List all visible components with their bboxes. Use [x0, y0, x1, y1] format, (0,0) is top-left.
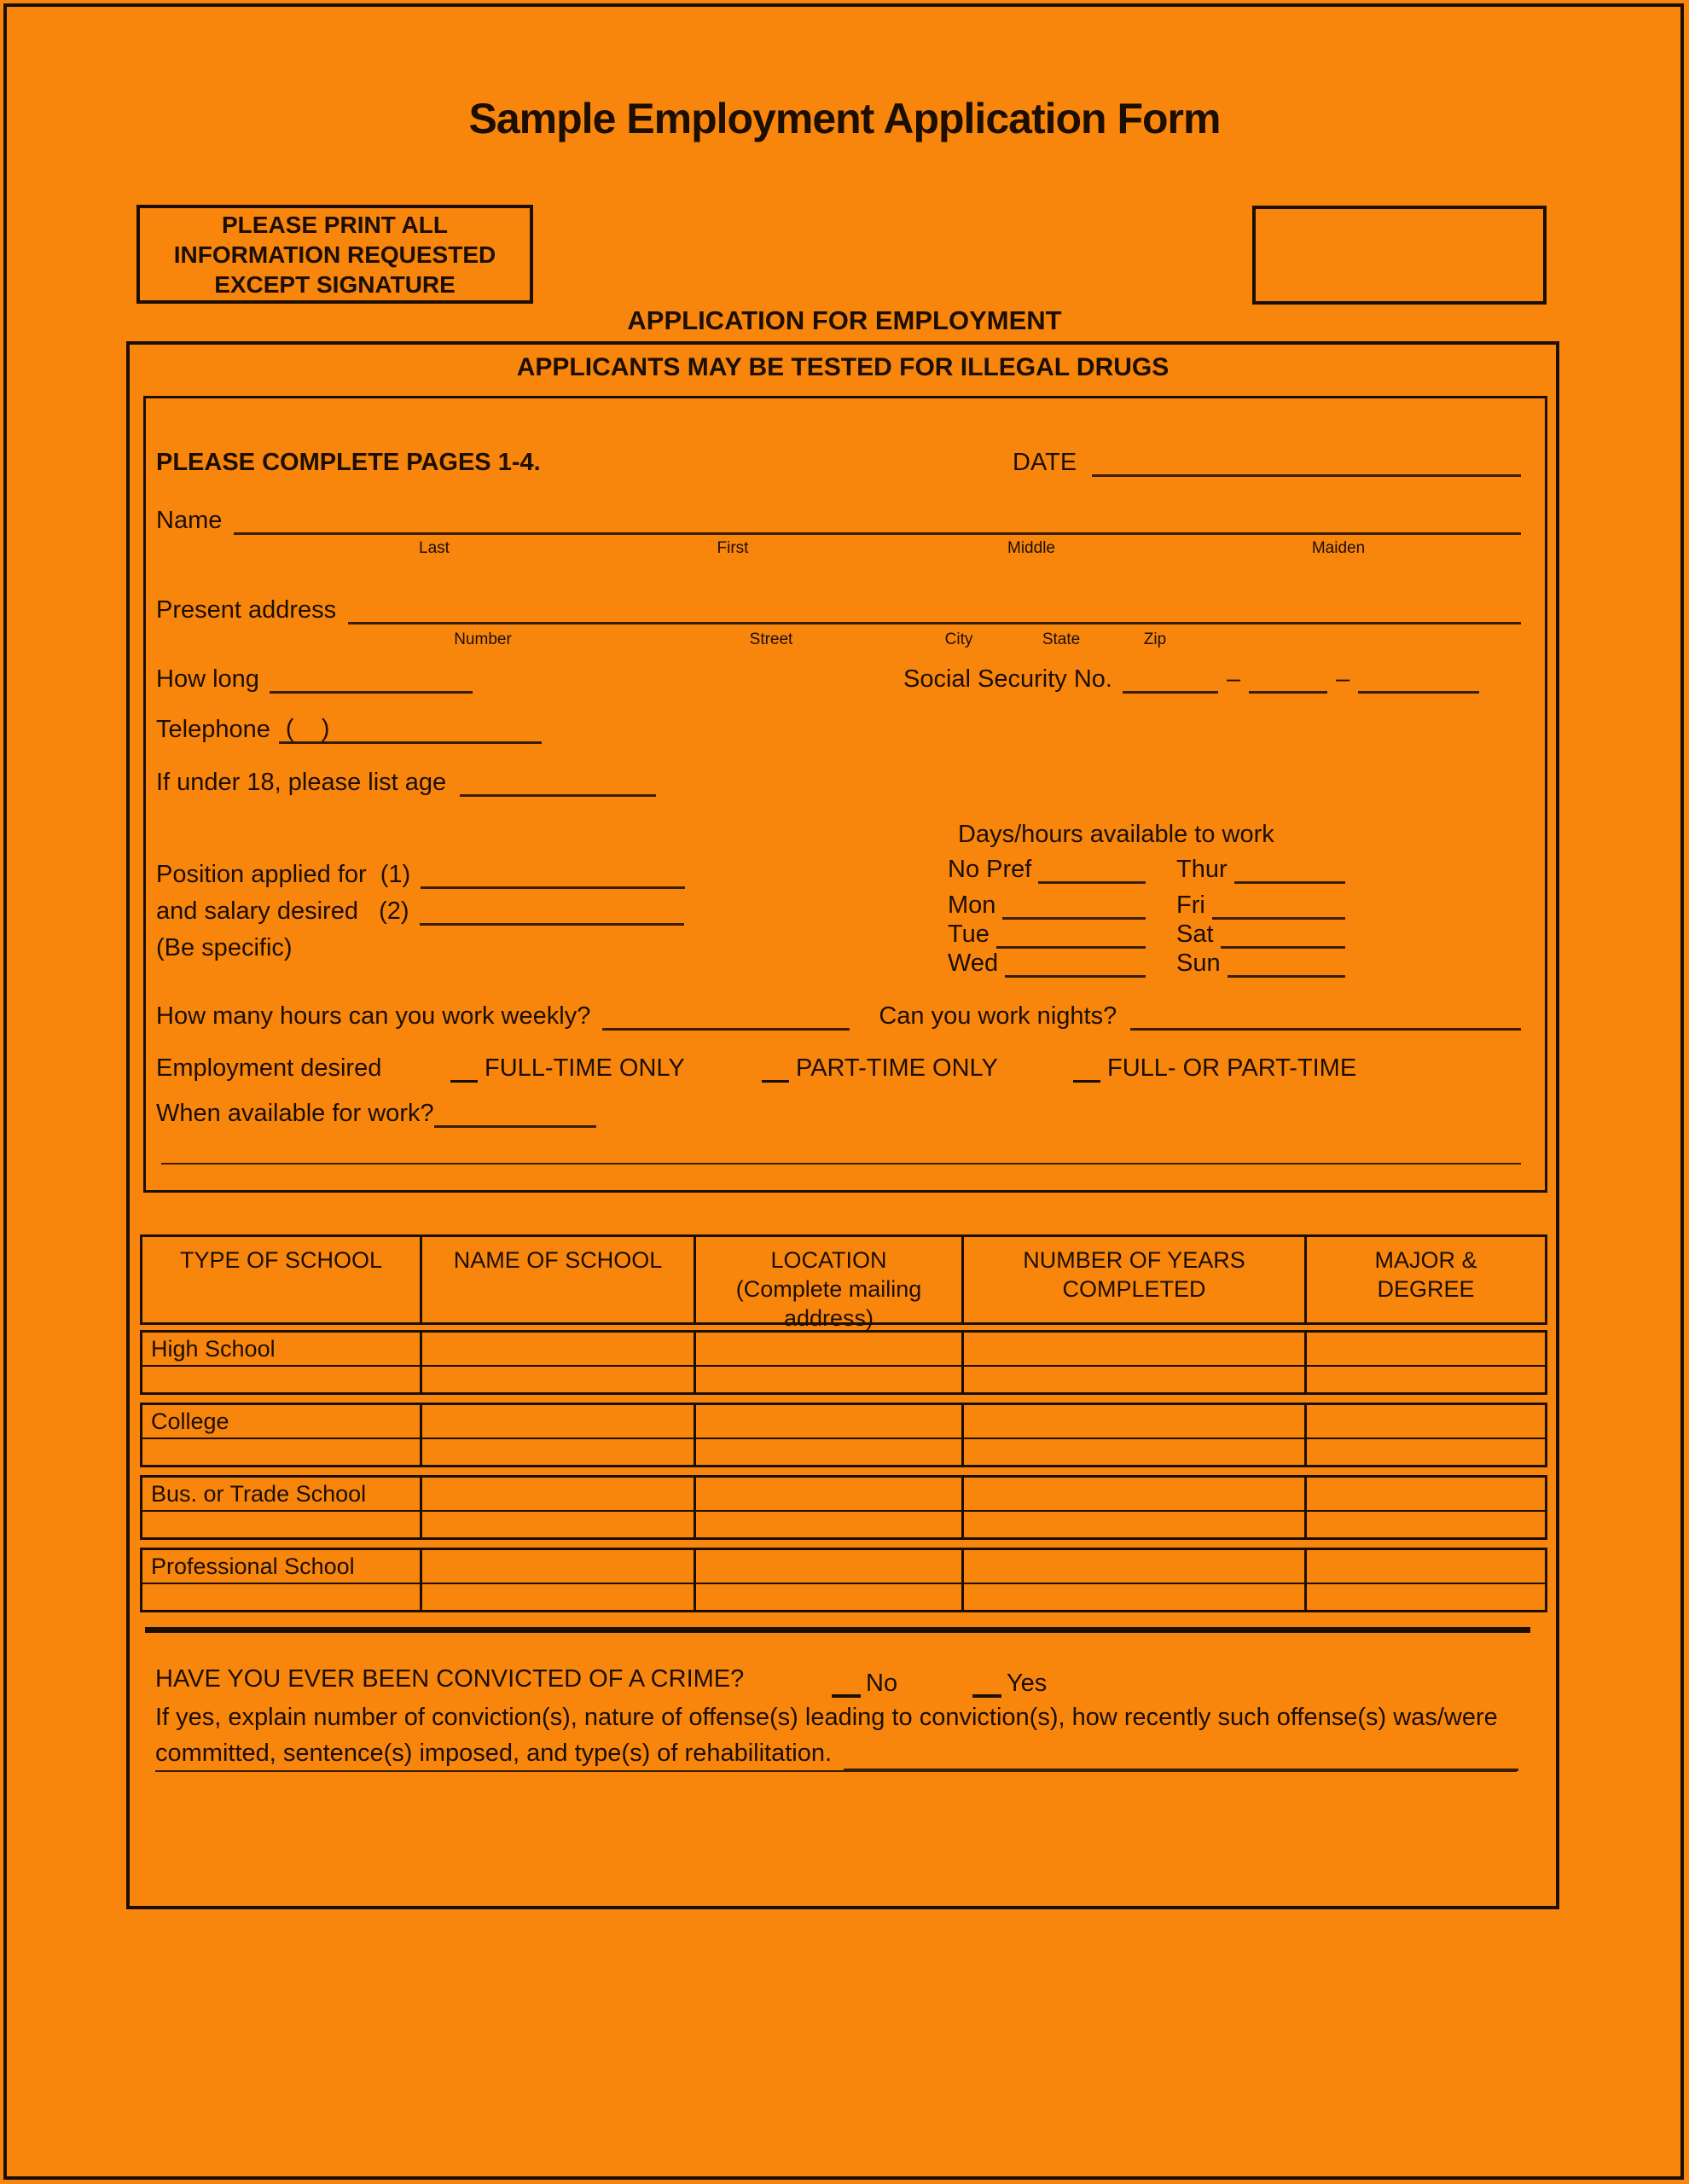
edu-cell-name[interactable]	[420, 1478, 694, 1510]
edu-cell-blank[interactable]	[1304, 1512, 1545, 1537]
day-row-1	[948, 855, 1345, 884]
name-label: Name	[156, 507, 223, 534]
edu-cell-major[interactable]	[1304, 1550, 1545, 1583]
edu-cell-blank[interactable]	[142, 1367, 420, 1392]
conviction-explain-line1: If yes, explain number of conviction(s), nature of offense(s) leading to conviction(s), how recently such offense(s) was/were	[155, 1704, 1498, 1731]
edu-cell-years[interactable]	[961, 1333, 1304, 1365]
employment-option-fulltime[interactable]	[450, 1054, 685, 1083]
parttime-label: PART-TIME ONLY	[796, 1054, 998, 1082]
name-sublabel-last: Last	[419, 539, 450, 557]
edu-cell-location[interactable]	[694, 1550, 961, 1583]
hours-weekly-input-line[interactable]	[602, 1005, 850, 1031]
day-wed-label: Wed	[948, 950, 999, 977]
day-wed-input-line[interactable]	[1005, 953, 1146, 978]
work-nights-input-line[interactable]	[1130, 1005, 1521, 1031]
employment-desired-row	[156, 1048, 1521, 1083]
howlong-ssn-row	[156, 661, 1521, 694]
header-name-of-school: NAME OF SCHOOL	[420, 1237, 694, 1322]
education-row-trade-school	[140, 1475, 1547, 1540]
day-sun-label: Sun	[1176, 950, 1221, 977]
extra-notes-line[interactable]	[161, 1163, 1521, 1165]
no-label: No	[866, 1670, 898, 1697]
full-or-part-label: FULL- OR PART-TIME	[1107, 1054, 1357, 1082]
how-long-input-line[interactable]	[270, 668, 473, 694]
day-row-4	[948, 949, 1345, 978]
address-label: Present address	[156, 596, 337, 624]
day-fri-input-line[interactable]	[1212, 895, 1345, 920]
edu-cell-location[interactable]	[694, 1478, 961, 1510]
employment-option-parttime[interactable]	[762, 1054, 998, 1083]
day-tue-group	[948, 921, 1146, 949]
fulltime-checkbox-blank[interactable]	[450, 1061, 478, 1083]
ssn-label: Social Security No.	[903, 665, 1112, 693]
day-sat-input-line[interactable]	[1221, 924, 1345, 949]
edu-cell-location[interactable]	[694, 1405, 961, 1438]
edu-cell-years[interactable]	[961, 1405, 1304, 1438]
yes-label: Yes	[1007, 1670, 1048, 1697]
days-hours-title: Days/hours available to work	[958, 821, 1274, 848]
when-available-input-line[interactable]	[434, 1102, 596, 1128]
day-nopref-group	[948, 856, 1146, 884]
address-sublabel-street: Street	[749, 630, 793, 648]
address-sublabel-city: City	[944, 630, 973, 648]
when-available-label: When available for work?	[156, 1100, 434, 1127]
print-notice-line-1: PLEASE PRINT ALL	[222, 211, 448, 238]
hours-nights-row	[156, 998, 1521, 1031]
day-nopref-input-line[interactable]	[1038, 859, 1146, 884]
days-available-grid	[948, 855, 1345, 978]
employment-desired-label: Employment desired	[156, 1054, 382, 1082]
date-group	[1013, 449, 1521, 477]
conviction-option-no[interactable]	[832, 1670, 897, 1698]
complete-date-row	[156, 443, 1521, 477]
salary-desired-label: and salary desired (2)	[156, 897, 409, 925]
day-row-3	[948, 920, 1345, 949]
edu-cell-blank[interactable]	[1304, 1439, 1545, 1465]
name-input-line[interactable]	[234, 509, 1521, 535]
education-row-professional-school	[140, 1548, 1547, 1612]
edu-cell-blank[interactable]	[420, 1584, 694, 1610]
day-thur-input-line[interactable]	[1234, 859, 1345, 884]
address-sublabels	[156, 630, 1521, 653]
education-table	[140, 1234, 1547, 1612]
conviction-question: HAVE YOU EVER BEEN CONVICTED OF A CRIME?	[155, 1665, 745, 1693]
hours-weekly-label: How many hours can you work weekly?	[156, 1002, 591, 1030]
header-type-of-school: TYPE OF SCHOOL	[179, 1247, 383, 1273]
day-sat-label: Sat	[1176, 921, 1214, 948]
day-mon-input-line[interactable]	[1002, 895, 1146, 920]
day-tue-label: Tue	[948, 921, 990, 948]
ssn-part1-line[interactable]	[1123, 668, 1218, 694]
edu-cell-blank[interactable]	[694, 1439, 961, 1465]
education-row-college	[140, 1403, 1547, 1467]
edu-cell-name[interactable]	[420, 1550, 694, 1583]
address-row	[156, 592, 1521, 624]
edu-cell-name[interactable]	[420, 1333, 694, 1365]
print-notice-box	[136, 205, 533, 304]
school-type-label: Professional School	[151, 1554, 355, 1579]
print-notice-line-2: INFORMATION REQUESTED	[173, 241, 496, 268]
edu-cell-years[interactable]	[961, 1550, 1304, 1583]
be-specific-label: (Be specific)	[156, 934, 293, 961]
edu-cell-blank[interactable]	[420, 1439, 694, 1465]
section-divider-rule	[145, 1627, 1530, 1633]
name-sublabel-middle: Middle	[1007, 539, 1055, 557]
edu-cell-years[interactable]	[961, 1478, 1304, 1510]
conviction-explain-input-line[interactable]	[844, 1741, 1518, 1771]
school-type-label: College	[151, 1409, 229, 1434]
under18-label: If under 18, please list age	[156, 769, 447, 796]
edu-cell-blank[interactable]	[961, 1367, 1304, 1392]
day-wed-group	[948, 950, 1146, 978]
ssn-part2-line[interactable]	[1249, 668, 1327, 694]
conviction-extra-line[interactable]	[155, 1770, 1517, 1772]
day-thur-label: Thur	[1176, 856, 1228, 883]
when-available-row	[156, 1097, 1521, 1128]
address-sublabel-number: Number	[454, 630, 512, 648]
ssn-group	[903, 665, 1521, 694]
salary-desired-input-line[interactable]	[420, 900, 684, 926]
header-years-completed: NUMBER OF YEARS COMPLETED	[961, 1237, 1304, 1322]
personal-info-box	[143, 396, 1547, 1193]
conviction-explain-line2: committed, sentence(s) imposed, and type(s) of rehabilitation.	[155, 1740, 833, 1767]
telephone-label: Telephone	[156, 716, 270, 743]
address-sublabel-state: State	[1042, 630, 1081, 648]
complete-pages-label: PLEASE COMPLETE PAGES 1-4.	[156, 449, 541, 476]
edu-cell-blank[interactable]	[694, 1512, 961, 1537]
day-sun-input-line[interactable]	[1228, 953, 1345, 978]
no-checkbox-blank[interactable]	[832, 1677, 861, 1698]
edu-cell-blank[interactable]	[694, 1584, 961, 1610]
edu-cell-major[interactable]	[1304, 1478, 1545, 1510]
edu-cell-blank[interactable]	[420, 1512, 694, 1537]
yes-checkbox-blank[interactable]	[972, 1677, 1001, 1698]
work-nights-label: Can you work nights?	[879, 1002, 1117, 1030]
address-input-line[interactable]	[348, 599, 1521, 624]
date-label: DATE	[1013, 449, 1077, 476]
header-major-degree: MAJOR & DEGREE	[1304, 1237, 1545, 1322]
name-sublabel-maiden: Maiden	[1311, 539, 1366, 557]
position-applied-input-line[interactable]	[421, 863, 685, 889]
day-sat-group	[1176, 921, 1345, 949]
edu-cell-major[interactable]	[1304, 1333, 1545, 1365]
telephone-input-line[interactable]	[279, 715, 542, 744]
day-row-2	[948, 891, 1345, 920]
day-nopref-label: No Pref	[948, 856, 1032, 883]
under18-row	[156, 764, 1521, 797]
day-fri-group	[1176, 892, 1345, 920]
name-sublabels	[156, 539, 1521, 561]
edu-cell-major[interactable]	[1304, 1405, 1545, 1438]
edu-cell-location[interactable]	[694, 1333, 961, 1365]
conviction-explain-paragraph	[155, 1699, 1518, 1771]
school-type-label: High School	[151, 1336, 276, 1362]
day-sun-group	[1176, 950, 1345, 978]
edu-cell-blank[interactable]	[961, 1439, 1304, 1465]
edu-cell-blank[interactable]	[1304, 1367, 1545, 1392]
edu-cell-name[interactable]	[420, 1405, 694, 1438]
day-mon-label: Mon	[948, 892, 996, 919]
conviction-question-row	[155, 1665, 1522, 1699]
day-fri-label: Fri	[1176, 892, 1205, 919]
school-type-label: Bus. or Trade School	[151, 1481, 367, 1507]
drug-test-notice: APPLICANTS MAY BE TESTED FOR ILLEGAL DRUGS	[516, 353, 1170, 381]
application-for-employment-heading: APPLICATION FOR EMPLOYMENT	[627, 305, 1062, 335]
page-title: Sample Employment Application Form	[468, 95, 1221, 142]
edu-cell-blank[interactable]	[961, 1584, 1304, 1610]
ssn-part3-line[interactable]	[1358, 668, 1479, 694]
edu-cell-blank[interactable]	[142, 1584, 420, 1610]
telephone-row	[156, 712, 1521, 744]
name-row	[156, 502, 1521, 535]
edu-cell-blank[interactable]	[694, 1367, 961, 1392]
education-row-high-school	[140, 1330, 1547, 1395]
telephone-area-code-parens: ( )	[285, 715, 330, 742]
education-table-header	[140, 1234, 1547, 1331]
header-location: LOCATION (Complete mailing address)	[694, 1237, 961, 1322]
edu-cell-blank[interactable]	[142, 1439, 420, 1465]
day-mon-group	[948, 892, 1146, 920]
day-thur-group	[1176, 856, 1345, 884]
print-notice-line-3: EXCEPT SIGNATURE	[214, 270, 456, 298]
employment-option-full-or-part[interactable]	[1073, 1054, 1356, 1083]
form-outer-box	[126, 341, 1559, 1909]
ssn-dash-2: –	[1336, 665, 1350, 693]
under18-age-input-line[interactable]	[460, 771, 656, 797]
conviction-option-yes[interactable]	[972, 1670, 1047, 1698]
address-sublabel-zip: Zip	[1143, 630, 1167, 648]
edu-cell-blank[interactable]	[420, 1367, 694, 1392]
office-use-box	[1252, 206, 1547, 305]
position-applied-label: Position applied for (1)	[156, 861, 411, 888]
conviction-explain-line2-row	[155, 1735, 1518, 1771]
day-tue-input-line[interactable]	[996, 924, 1146, 949]
how-long-label: How long	[156, 665, 259, 693]
date-input-line[interactable]	[1092, 451, 1521, 477]
parttime-checkbox-blank[interactable]	[762, 1061, 789, 1083]
fulltime-label: FULL-TIME ONLY	[485, 1054, 685, 1082]
full-or-part-checkbox-blank[interactable]	[1073, 1061, 1100, 1083]
edu-cell-blank[interactable]	[1304, 1584, 1545, 1610]
edu-cell-blank[interactable]	[142, 1512, 420, 1537]
ssn-dash-1: –	[1227, 665, 1241, 693]
name-sublabel-first: First	[717, 539, 749, 557]
edu-cell-blank[interactable]	[961, 1512, 1304, 1537]
